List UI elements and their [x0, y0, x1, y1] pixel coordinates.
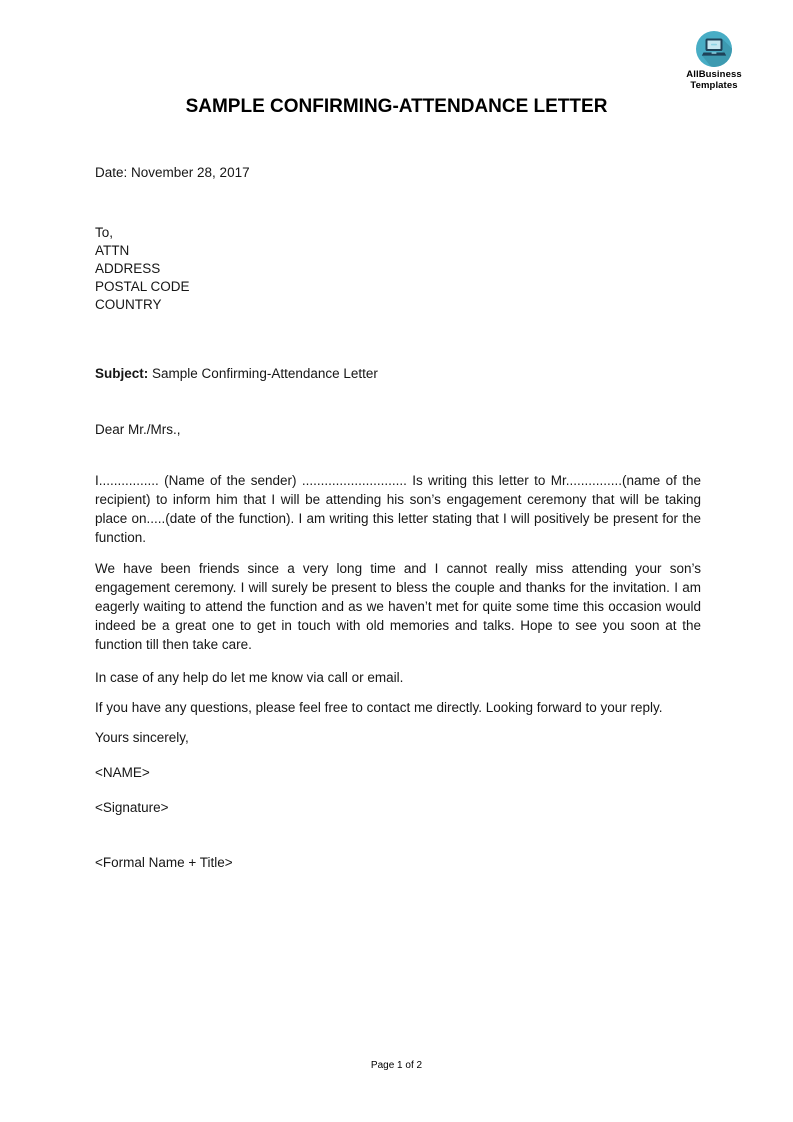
body-paragraph-1: I................ (Name of the sender) ............................ Is writing this letter to Mr...............(name of the recipient) to inform him that I will be attending his son’s engagement ceremony that will be taking place on.....(date of the function). I am writing this letter stating that I will positively be present for the function.: [95, 473, 701, 545]
page-number: Page 1 of 2: [370, 1060, 423, 1071]
letter-body: [95, 420, 701, 872]
recipient-block: [95, 224, 190, 314]
subject-line: [95, 366, 378, 381]
signature-name-placeholder: <NAME>: [95, 765, 150, 780]
body-paragraph-3: In case of any help do let me know via call or email.: [95, 670, 404, 685]
salutation: Dear Mr./Mrs.,: [95, 422, 181, 437]
subject-label: Subject:: [95, 366, 149, 381]
laptop-logo-icon: [695, 30, 733, 68]
subject-text: Sample Confirming-Attendance Letter: [152, 366, 378, 381]
logo: [685, 30, 743, 91]
recipient-line-to: To,: [95, 225, 114, 240]
recipient-line-country: COUNTRY: [95, 297, 162, 312]
date-line: Date: November 28, 2017: [95, 165, 250, 180]
closing-line: Yours sincerely,: [95, 730, 189, 745]
recipient-line-attn: ATTN: [95, 243, 130, 258]
recipient-line-postal-code: POSTAL CODE: [95, 279, 190, 294]
body-paragraph-4: If you have any questions, please feel free to contact me directly. Looking forward to your reply.: [95, 700, 663, 715]
recipient-line-address: ADDRESS: [95, 261, 161, 276]
body-paragraph-2: We have been friends since a very long time and I cannot really miss attending your son’s engagement ceremony. I will surely be present to bless the couple and thanks for the invitation. I am eagerly waiting to attend the function and as we haven’t met for quite some time this occasion would indeed be a great one to get in touch with old memories and talks. Hope to see you soon at the function till then take care.: [95, 561, 701, 652]
signature-placeholder: <Signature>: [95, 800, 169, 815]
signature-formal-name-placeholder: <Formal Name + Title>: [95, 855, 233, 870]
logo-wordmark-line2: Templates: [690, 79, 738, 91]
logo-wordmark-line1: AllBusiness: [686, 69, 742, 80]
logo-wordmark: [685, 70, 743, 91]
document-title: SAMPLE CONFIRMING-ATTENDANCE LETTER: [185, 96, 608, 117]
